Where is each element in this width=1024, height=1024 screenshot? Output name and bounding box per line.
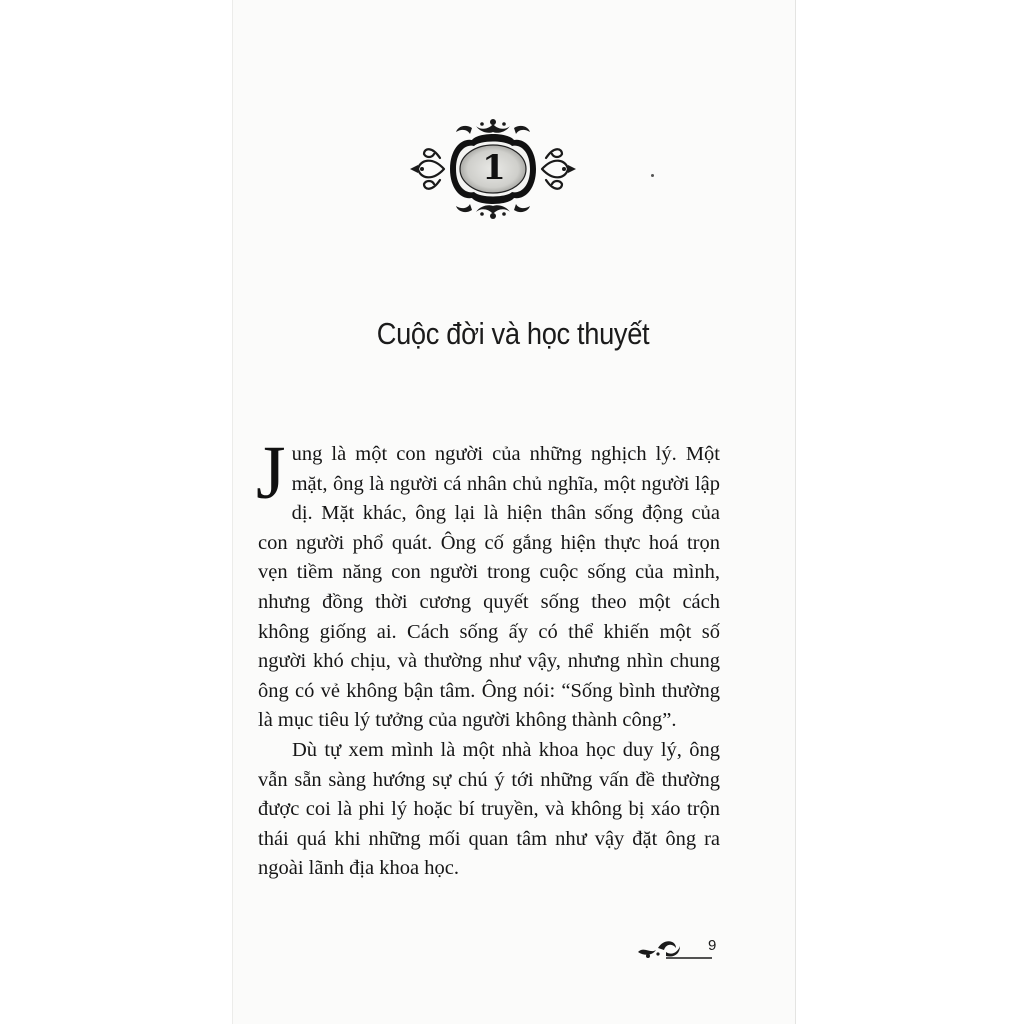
flourish-icon [636,934,717,964]
page-number: 9 [708,937,717,954]
paragraph-1-text: ung là một con người của những nghịch lý. Một mặt, ông là người cá nhân chủ nghĩa, một người lập dị. Mặt khác, ông lại là hiện thân sống động của con người phổ quát. Ông cố gắng hiện thực hoá trọn vẹn tiềm năng con người trong cuộc sống của mình, nhưng đồng thời cương quyết sống theo một cách không giống ai. Cách sống ấy có thể khiến một số người khó chịu, và thường như vậy, nhưng nhìn chung ông có vẻ không bận tâm. Ông nói: “Sống bình thường là mục tiêu lý tưởng của người không thành công”. [258,443,720,732]
paragraph-2: Dù tự xem mình là một nhà khoa học duy lý, ông vẫn sẵn sàng hướng sự chú ý tới những vấn đề thường được coi là phi lý hoặc bí truyền, và không bị xáo trộn thái quá khi những mối quan tâm như vậy đặt ông ra ngoài lãnh địa khoa học. [258,738,720,880]
drop-cap: J [256,431,286,515]
paragraph-1 [256,431,720,736]
scan-speck [651,174,654,177]
chapter-title: Cuộc đời và học thuyết [376,316,650,351]
chapter-number: 1 [482,148,506,188]
body-text [256,431,720,884]
